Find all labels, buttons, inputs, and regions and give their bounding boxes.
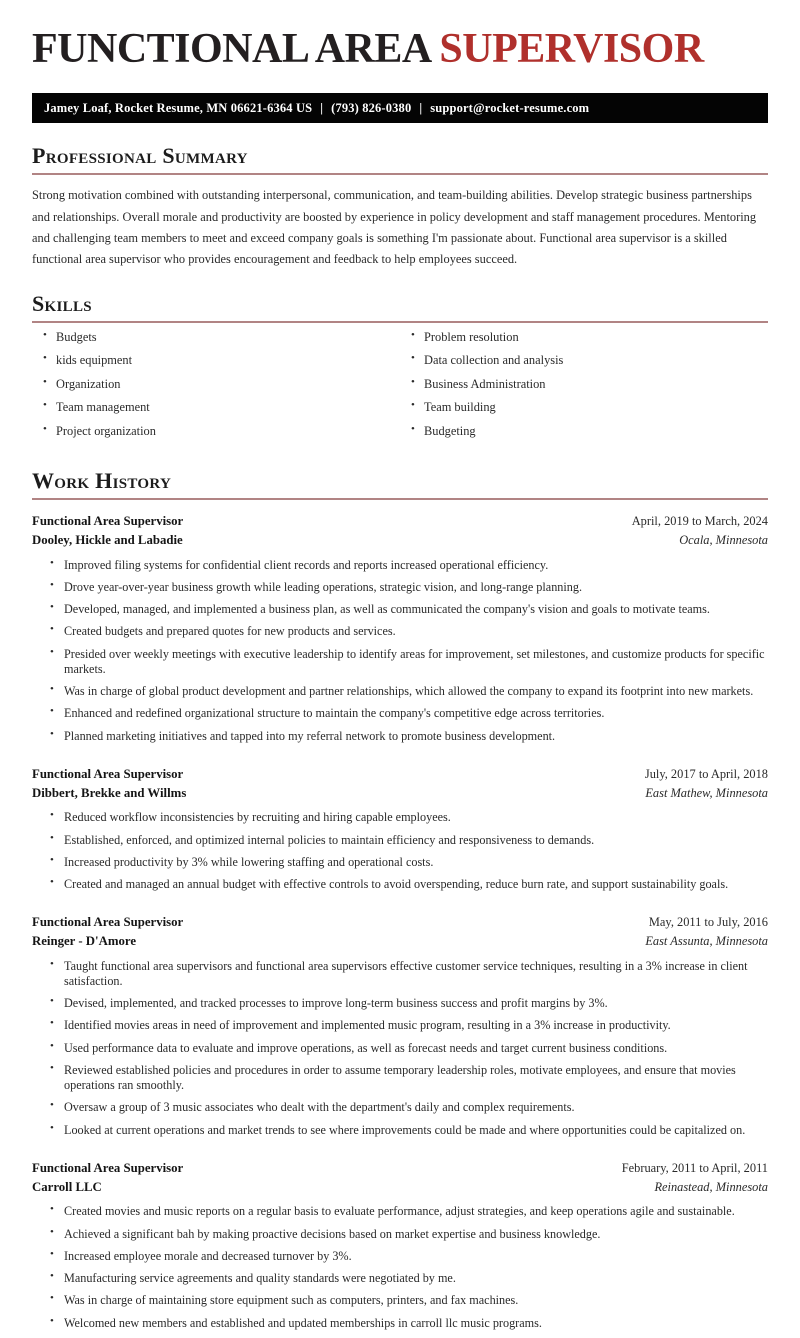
section-skills (32, 291, 768, 448)
list-item: • Business Administration (424, 378, 768, 401)
job-title: Functional Area Supervisor (32, 514, 184, 529)
list-item: • Planned marketing initiatives and tapped into my referral network to promote business development. (64, 729, 768, 751)
list-item: • Increased employee morale and decreased turnover by 3%. (64, 1249, 768, 1271)
list-item: • Reviewed established policies and procedures in order to assume temporary leadership roles, motivate employees, and ensure that movies operations ran smoothly. (64, 1063, 768, 1101)
list-item: • Achieved a significant bah by making proactive decisions based on market expertise and business knowledge. (64, 1227, 768, 1249)
job-company: Dibbert, Brekke and Willms (32, 786, 187, 801)
job-location: East Mathew, Minnesota (645, 786, 768, 801)
list-item: • Drove year-over-year business growth while leading operations, strategic vision, and long-range planning. (64, 580, 768, 602)
list-item: • Increased productivity by 3% while lowering staffing and operational costs. (64, 855, 768, 877)
skills-list-left (32, 331, 400, 448)
job-dates: July, 2017 to April, 2018 (644, 766, 768, 781)
section-heading-work-history: Work History (32, 467, 172, 493)
page-title-accent: SUPERVISOR (439, 26, 704, 72)
list-item: • Team management (56, 401, 400, 424)
list-item: • Identified movies areas in need of improvement and implemented music program, resulting in a 3% increase in productivity. (64, 1018, 768, 1040)
list-item: • Project organization (56, 425, 400, 448)
list-item: • Created and managed an annual budget with effective controls to avoid overspending, reduce burn rate, and support sustainability goals. (64, 877, 768, 899)
contact-name-location: Jamey Loaf, Rocket Resume, MN 06621-6364 US (44, 100, 313, 115)
list-item: • Budgets (56, 331, 400, 354)
list-item: • Was in charge of global product development and partner relationships, which allowed the company to expand its footprint into new markets. (64, 684, 768, 706)
list-item: • Used performance data to evaluate and improve operations, as well as forecast needs and target current business conditions. (64, 1041, 768, 1063)
skills-column-right (400, 331, 768, 448)
list-item: • Devised, implemented, and tracked processes to improve long-term business success and profit margins by 3%. (64, 996, 768, 1018)
job-company-row (32, 1178, 768, 1197)
list-item: • Taught functional area supervisors and functional area supervisors effective customer service techniques, resulting in a 3% increase in client satisfaction. (64, 959, 768, 997)
job-company: Carroll LLC (32, 1180, 102, 1195)
list-item: • Team building (424, 401, 768, 424)
section-professional-summary (32, 143, 768, 271)
job-title: Functional Area Supervisor (32, 766, 184, 781)
list-item: • Developed, managed, and implemented a business plan, as well as communicated the company's vision and goals to motivate teams. (64, 602, 768, 624)
list-item: • Improved filing systems for confidential client records and reports increased operational efficiency. (64, 558, 768, 580)
list-item: • Presided over weekly meetings with executive leadership to identify areas for improvement, set milestones, and customize products for specific markets. (64, 647, 768, 685)
job-title: Functional Area Supervisor (32, 1160, 184, 1175)
contact-phone[interactable]: (793) 826-0380 (331, 100, 412, 115)
job-responsibilities-list (32, 558, 768, 751)
skills-column-left (32, 331, 400, 448)
job-company: Reinger - D'Amore (32, 934, 137, 949)
list-item: • Problem resolution (424, 331, 768, 354)
contact-line (44, 101, 589, 116)
skills-list-right (400, 331, 768, 448)
list-item: • Oversaw a group of 3 music associates who dealt with the department's daily and complex requirements. (64, 1100, 768, 1122)
job-location: East Assunta, Minnesota (645, 934, 768, 949)
job-responsibilities-list (32, 1204, 768, 1338)
list-item: • Created movies and music reports on a regular basis to evaluate performance, adjust strategies, and keep operations agile and sustainable. (64, 1204, 768, 1226)
job-responsibilities-list (32, 810, 768, 899)
job-location: Reinastead, Minnesota (654, 1180, 768, 1195)
job-company-row (32, 932, 768, 951)
summary-body-text: Strong motivation combined with outstanding interpersonal, communication, and team-building abilities. Develop strategic business partnerships and relationships. Overall morale and productivity are boosted by experience in policy development and staff management procedures. Mentoring and challenging team members to meet and exceed company goals is something I'm passionate about. Functional area supervisor is a skilled functional area supervisor who provides encouragement and feedback to help employees succeed. (32, 188, 757, 267)
job-location: Ocala, Minnesota (679, 533, 768, 548)
list-item: • Data collection and analysis (424, 354, 768, 377)
section-heading-summary: Professional Summary (32, 143, 248, 169)
work-history-entry (32, 913, 768, 1145)
list-item: • Looked at current operations and market trends to see where improvements could be made and where opportunities could be capitalized on. (64, 1123, 768, 1145)
contact-email[interactable]: support@rocket-resume.com (430, 100, 590, 115)
job-title-row (32, 1159, 768, 1178)
contact-bar (32, 93, 768, 123)
work-history-entry (32, 765, 768, 899)
list-item: • Budgeting (424, 425, 768, 448)
job-dates: February, 2011 to April, 2011 (621, 1160, 768, 1175)
list-item: • Was in charge of maintaining store equipment such as computers, printers, and fax machines. (64, 1293, 768, 1315)
job-company: Dooley, Hickle and Labadie (32, 533, 183, 548)
section-divider-summary (32, 173, 768, 175)
list-item: • Established, enforced, and optimized internal policies to maintain efficiency and responsiveness to demands. (64, 833, 768, 855)
list-item: • Reduced workflow inconsistencies by recruiting and hiring capable employees. (64, 810, 768, 832)
skills-columns (32, 331, 768, 448)
list-item: • Organization (56, 378, 400, 401)
list-item: • Manufacturing service agreements and quality standards were negotiated by me. (64, 1271, 768, 1293)
work-history-entry (32, 512, 768, 751)
job-title-row (32, 512, 768, 531)
page-title (32, 0, 768, 73)
section-work-history (32, 468, 768, 1338)
job-dates: April, 2019 to March, 2024 (631, 514, 768, 529)
list-item: • Welcomed new members and established and updated memberships in carroll llc music programs. (64, 1316, 768, 1338)
work-history-entry (32, 1159, 768, 1338)
job-responsibilities-list (32, 959, 768, 1145)
section-heading-skills: Skills (32, 290, 92, 316)
job-title-row (32, 913, 768, 932)
contact-separator-1: | (320, 100, 324, 115)
list-item: • Created budgets and prepared quotes for new products and services. (64, 624, 768, 646)
job-dates: May, 2011 to July, 2016 (648, 915, 768, 930)
contact-separator-2: | (419, 100, 423, 115)
job-title: Functional Area Supervisor (32, 915, 184, 930)
section-divider-work-history (32, 498, 768, 500)
list-item: • Enhanced and redefined organizational structure to maintain the company's competitive edge across territories. (64, 706, 768, 728)
page-title-primary: FUNCTIONAL AREA (32, 26, 440, 72)
job-company-row (32, 784, 768, 803)
list-item: • kids equipment (56, 354, 400, 377)
section-divider-skills (32, 321, 768, 323)
job-company-row (32, 531, 768, 550)
job-title-row (32, 765, 768, 784)
